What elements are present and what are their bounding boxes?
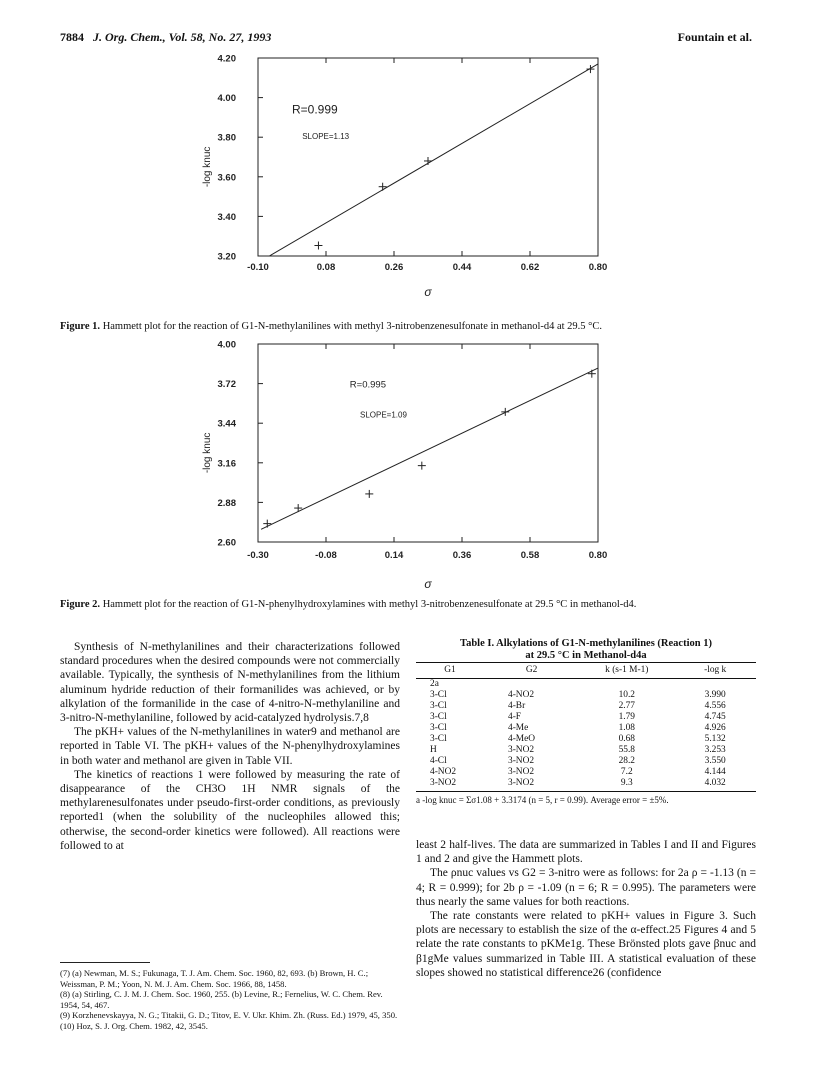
footnote: (10) Hoz, S. J. Org. Chem. 1982, 42, 3545. [60,1020,208,1031]
table-header-row [416,663,756,679]
table-row [416,778,756,792]
table-cell: 3-Cl [430,734,447,744]
table-cell: 4-Cl [430,756,447,766]
figure-2-plot [202,340,607,592]
figure-2-caption-text: Hammett plot for the reaction of G1-N-phenylhydroxylamines with methyl 3-nitrobenzenesulfonate at 29.5 °C in methanol-d4. [102,599,637,610]
table-cell: 4-Br [508,701,526,711]
figure-1-plot [202,54,607,300]
table-cell: 4-MeO [508,734,536,744]
table-cell: 7.2 [620,767,633,777]
y-tick-label: 3.80 [217,132,236,144]
figure-2-caption [60,598,772,612]
footnote: (8) (a) Stirling, C. J. M. J. Chem. Soc. 1960, 255. (b) Levine, R.; Fernelius, W. C. Chem. Rev. 1954, 54, 467. [60,989,383,1010]
x-tick-label: -0.08 [315,550,337,561]
column-header: -log k [674,663,756,679]
table-group-row [416,679,756,691]
paragraph: The ρnuc values vs G2 = 3-nitro were as follows: for 2a ρ = -1.13 (n = 4; R = 0.999); for 2b ρ = -1.09 (n = 6; R = 0.995). The parameters were thus nearly the same values for both reactions. [416,867,756,908]
table-row [416,712,756,723]
table-cell: 9.3 [579,778,674,792]
footnotes [60,968,400,1031]
x-tick-label: 0.36 [452,550,472,561]
footnote: (9) Korzhenevskayya, N. G.; Titakii, G. D.; Titov, E. V. Ukr. Khim. Zh. (Russ. Ed.) 1979, 45, 350. [60,1010,398,1020]
table-cell: 3-Cl [430,712,447,722]
table-row [416,723,756,734]
data-point [294,504,302,512]
table-cell: 10.2 [618,690,635,700]
figure-1-caption-text: Hammett plot for the reaction of G1-N-methylanilines with methyl 3-nitrobenzenesulfonate in methanol-d4 at 29.5 °C. [102,321,603,332]
chart-annotation: SLOPE=1.13 [302,132,350,142]
table-cell: 3-NO2 [484,778,579,792]
table-1 [416,638,756,806]
table-title-line-2: at 29.5 °C in Methanol-d4a [525,650,647,661]
x-tick-label: -0.30 [247,550,269,561]
y-tick-label: 3.44 [217,418,236,430]
table-cell: 4-NO2 [508,690,535,700]
table-cell: 4.144 [704,767,726,777]
figure-2-chart [170,338,650,600]
column-header: k (s-1 M-1) [579,663,674,679]
paragraph: The kinetics of reactions 1 were followed by measuring the rate of disappearance of the CH3O 1H NMR signals of the methylarenesulfonates under pseudo-first-order conditions, as previously reported1 (when the solubility of the nucleophiles allowed this; otherwise, the second-order kinetics were followed). All reactions were followed to at [60,768,400,852]
table-cell: 3-NO2 [416,778,484,792]
table-cell: 5.132 [704,734,726,744]
y-tick-label: 3.16 [217,458,236,470]
table-cell: 3-Cl [430,701,447,711]
table-cell: 3-NO2 [508,745,535,755]
footnote-rule [60,962,150,963]
table-row [416,690,756,701]
table-footnote: a -log knuc = Σσ1.08 + 3.3174 (n = 5, r = 0.99). Average error = ±5%. [416,795,669,805]
table-cell: 4.556 [704,701,726,711]
paragraph: least 2 half-lives. The data are summarized in Tables I and II and Figures 1 and 2 and give the Hammett plots. [416,839,756,866]
figure-1-caption [60,320,772,334]
x-tick-label: 0.80 [588,550,608,561]
x-tick-label: 0.80 [588,262,608,273]
table-cell: 4.032 [674,778,756,792]
data-point [365,490,373,498]
figure-1-chart [170,52,650,307]
table-cell: 4.926 [704,723,726,733]
table-row [416,767,756,778]
journal-citation: J. Org. Chem., Vol. 58, No. 27, 1993 [93,30,272,44]
paragraph: The pKH+ values of the N-methylanilines in water9 and methanol are reported in Table VI. The pKH+ values of the N-phenylhydroxylamines in both water and methanol are given in Table VII. [60,726,400,767]
data-point [263,520,271,528]
x-tick-label: 0.62 [520,262,540,273]
table-row [416,745,756,756]
table-cell: 3.550 [704,756,726,766]
left-column-text [60,640,400,853]
table-cell: 4.745 [704,712,726,722]
footnote: (7) (a) Newman, M. S.; Fukunaga, T. J. Am. Chem. Soc. 1960, 82, 693. (b) Brown, H. C.; Weissman, P. M.; Yoon, N. M. J. Am. Chem. Soc. 1966, 88, 1458. [60,968,369,989]
y-tick-label: 3.60 [217,172,236,184]
table-cell: 0.68 [618,734,635,744]
table-cell: 55.8 [618,745,635,755]
table-group-label: 2a [430,679,439,689]
y-tick-label: 2.88 [217,497,236,509]
chart-annotation: R=0.999 [292,102,338,117]
x-tick-label: 0.44 [452,262,472,273]
running-header-left [60,30,271,45]
y-tick-label: 4.20 [217,53,236,65]
x-axis-label: σ [424,285,432,299]
table-title-line-1: Table I. Alkylations of G1-N-methylanilines (Reaction 1) [460,638,712,649]
table-cell: 3-NO2 [508,756,535,766]
table-cell: 2.77 [618,701,635,711]
column-header: G2 [484,663,579,679]
table-cell: 1.08 [618,723,635,733]
x-tick-label: 0.58 [520,550,540,561]
paragraph: The rate constants were related to pKH+ values in Figure 3. Such plots are necessary to establish the size of the α-effect.25 Figures 4 and 5 relate the rate constants to pKMe1g. These Brönsted plots gave βnuc and β1gMe values summarized in Table III. A statistical evaluation of these slopes showed no statistical difference26 (confidence [416,910,756,979]
y-tick-label: 3.20 [217,251,236,263]
table-cell: 1.79 [618,712,635,722]
table-cell: 3.253 [704,745,726,755]
table-body [416,679,756,792]
table-grid [416,662,756,792]
figure-2-label: Figure 2. [60,599,101,610]
plot-frame [258,344,598,542]
data-point [379,183,387,191]
y-tick-label: 4.00 [217,339,236,351]
paragraph: Synthesis of N-methylanilines and their characterizations followed standard procedures when the desired compounds were not commercially available. Typically, the synthesis of N-methylanilines from the lithium aluminum hydride reduction of their formanilides was achieved, or by alkylation of the formanilide in the case of 4-nitro-N-methylaniline and 3-nitro-N-methylaniline, followed by acid-catalyzed hydrolysis.7,8 [60,641,400,725]
table-cell: 3-NO2 [508,767,535,777]
table-row [416,734,756,745]
y-axis-label: -log knuc [202,146,213,188]
data-point [418,462,426,470]
table-cell: 3-Cl [430,690,447,700]
fit-line [261,368,598,529]
table-row [416,701,756,712]
table-cell: 4-Me [508,723,529,733]
running-header-authors: Fountain et al. [677,30,752,44]
y-tick-label: 4.00 [217,93,236,105]
y-tick-label: 3.72 [217,379,236,391]
table-row [416,756,756,767]
x-tick-label: 0.14 [384,550,404,561]
y-tick-label: 3.40 [217,211,236,223]
y-tick-label: 2.60 [217,537,236,549]
chart-annotation: R=0.995 [349,379,386,391]
data-point [501,408,509,416]
table-cell: H [430,745,437,755]
right-column-text [416,838,756,980]
data-point [314,242,322,250]
column-header: G1 [416,663,484,679]
table-cell: 4-F [508,712,522,722]
data-point [588,370,596,378]
fit-line [269,64,598,256]
x-tick-label: 0.08 [316,262,336,273]
y-axis-label: -log knuc [202,432,213,474]
x-axis-label: σ [424,577,432,591]
data-point [424,157,432,165]
x-tick-label: 0.26 [384,262,404,273]
chart-annotation: SLOPE=1.09 [360,410,407,420]
page-number: 7884 [60,30,84,44]
figure-1-label: Figure 1. [60,321,101,332]
table-cell: 4-NO2 [430,767,457,777]
table-cell: 3.990 [704,690,726,700]
x-tick-label: -0.10 [247,262,269,273]
table-cell: 3-Cl [430,723,447,733]
table-cell: 28.2 [618,756,635,766]
